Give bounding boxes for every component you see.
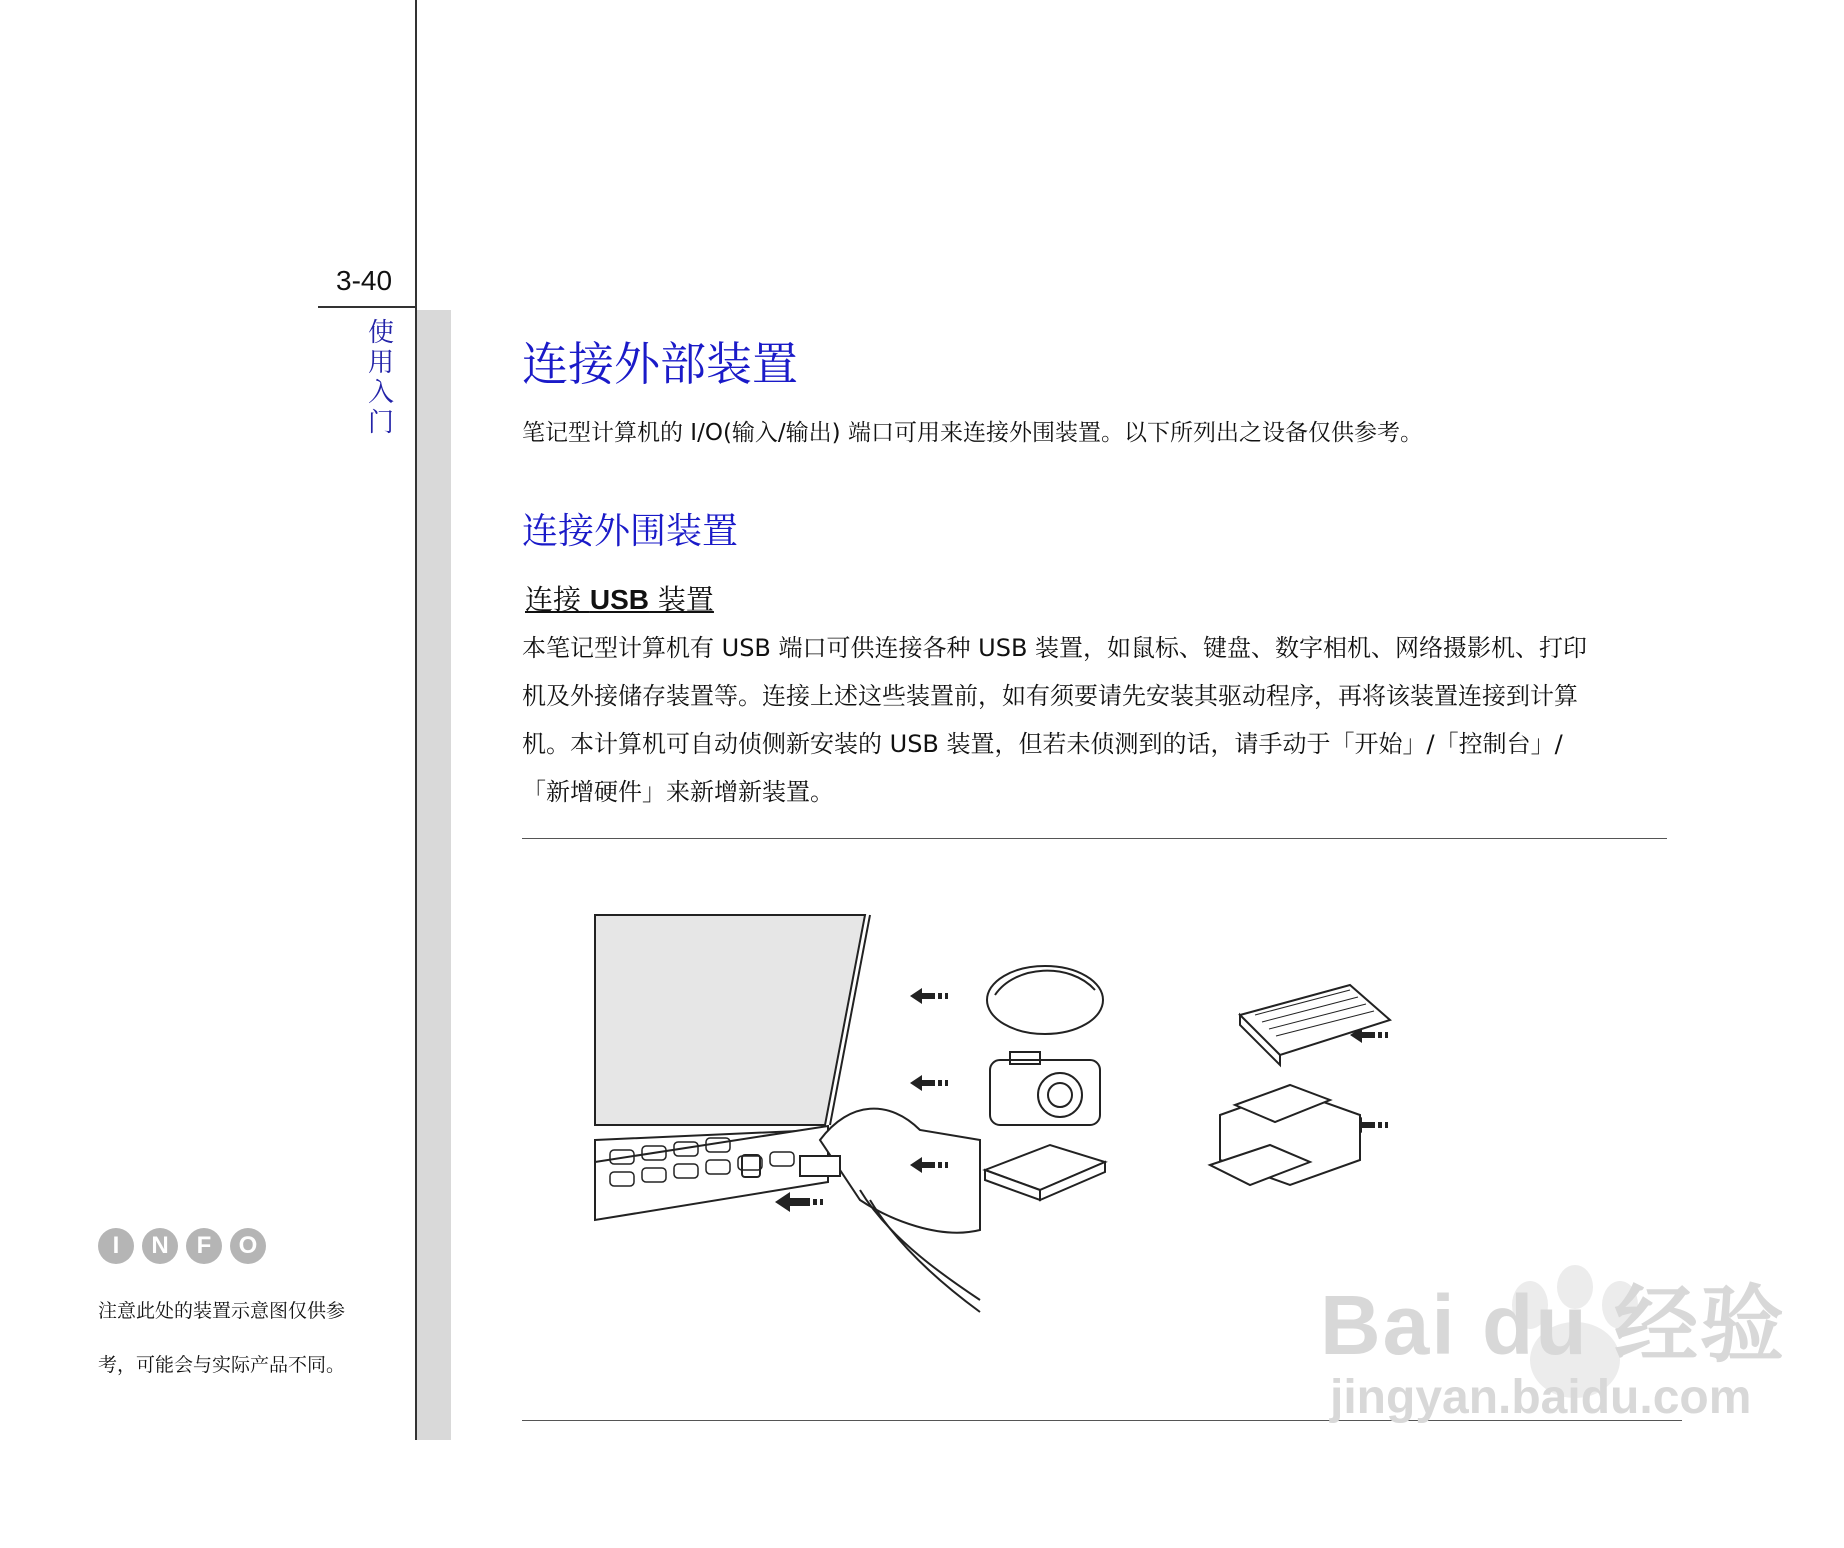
subsection-prefix: 连接	[525, 583, 590, 616]
chapter-label	[366, 318, 396, 438]
external-drive-icon	[985, 1145, 1105, 1200]
body-text	[522, 624, 1682, 816]
body-line: 机及外接储存装置等。连接上述这些装置前，如有须要请先安装其驱动程序，再将该装置连接到计算	[522, 682, 1578, 710]
section-heading: 连接外围装置	[522, 511, 739, 552]
info-note	[98, 1284, 388, 1392]
mouse-icon	[987, 966, 1103, 1034]
info-letter: O	[230, 1228, 266, 1264]
chapter-label-char: 入	[367, 378, 394, 408]
chapter-label-char: 门	[367, 408, 394, 438]
page-number: 3-40	[336, 265, 393, 296]
note-line: 注意此处的装置示意图仅供参	[98, 1300, 346, 1322]
info-letter: N	[142, 1228, 178, 1264]
info-letter: I	[98, 1228, 134, 1264]
margin-band	[417, 310, 451, 1440]
page-title: 连接外部装置	[522, 337, 798, 391]
hand-usb-plug-icon	[800, 1109, 980, 1312]
intro-text: 笔记型计算机的 I/O(输入/输出) 端口可用来连接外围装置。以下所列出之设备仅供参考。	[522, 420, 1423, 446]
body-line: 「新增硬件」来新增新装置。	[522, 778, 834, 806]
subsection-heading	[525, 578, 714, 618]
subsection-suffix: 装置	[649, 583, 714, 616]
body-line: 本笔记型计算机有 USB 端口可供连接各种 USB 装置，如鼠标、键盘、数字相机、网络摄影机、打印	[522, 634, 1588, 662]
info-logo	[98, 1228, 266, 1264]
watermark	[1320, 1280, 1786, 1426]
arrow-icon	[775, 1192, 823, 1212]
watermark-main: Bai du 经验	[1320, 1278, 1787, 1372]
page-number-rule	[318, 306, 417, 308]
printer-icon	[1210, 1085, 1360, 1185]
subsection-bold: USB	[589, 584, 650, 615]
camera-icon	[990, 1052, 1100, 1125]
divider-top	[522, 838, 1667, 839]
chapter-label-char: 使	[367, 318, 394, 348]
keyboard-icon	[1240, 985, 1390, 1065]
info-letter: F	[186, 1228, 222, 1264]
chapter-label-char: 用	[367, 348, 394, 378]
usb-devices-illustration	[590, 900, 1670, 1320]
body-line: 机。本计算机可自动侦侧新安装的 USB 装置，但若未侦测到的话，请手动于「开始」/「控制台」/	[522, 730, 1563, 758]
watermark-sub: jingyan.baidu.com	[1330, 1371, 1752, 1424]
note-line: 考，可能会与实际产品不同。	[98, 1354, 346, 1376]
